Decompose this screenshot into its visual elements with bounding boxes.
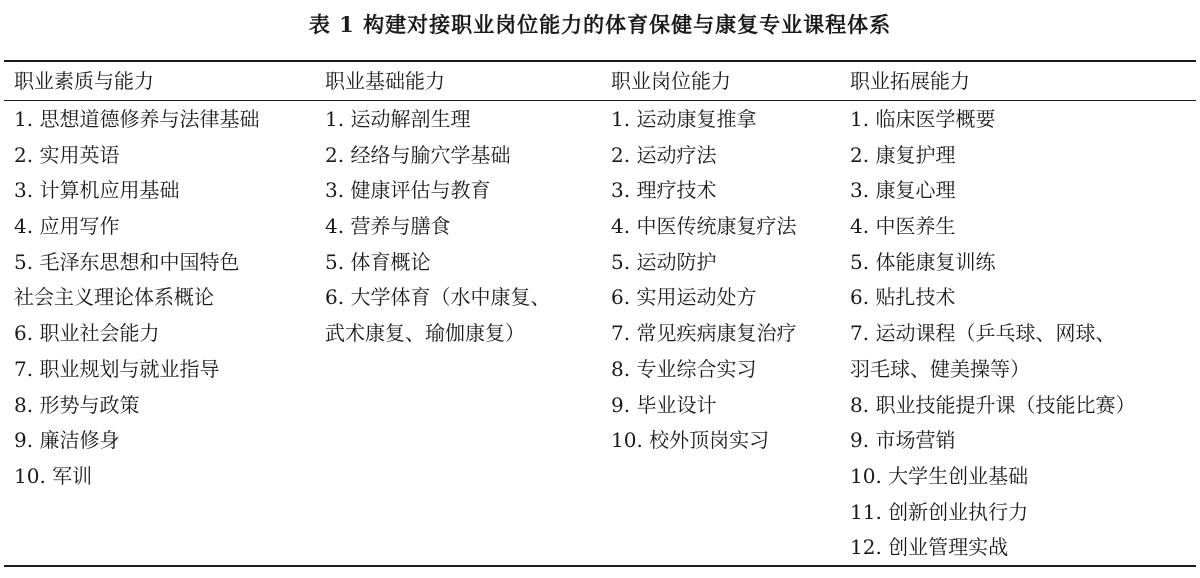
course-item: 11. 创新创业执行力 xyxy=(850,499,1029,524)
course-item: 3. 健康评估与教育 xyxy=(325,178,491,203)
course-item: 5. 体育概论 xyxy=(325,249,431,274)
course-item: 3. 康复心理 xyxy=(850,178,956,203)
course-item: 4. 应用写作 xyxy=(14,214,120,239)
course-item: 7. 常见疾病康复治疗 xyxy=(611,321,797,346)
column-professional-position xyxy=(611,62,841,459)
course-item: 5. 毛泽东思想和中国特色 xyxy=(14,249,240,274)
course-item: 3. 计算机应用基础 xyxy=(14,178,180,203)
course-item: 10. 校外顶岗实习 xyxy=(611,428,770,453)
course-item: 2. 康复护理 xyxy=(850,142,956,167)
course-item: 12. 创业管理实战 xyxy=(850,535,1009,560)
course-item: 6. 贴扎技术 xyxy=(850,285,956,310)
course-item: 10. 军训 xyxy=(14,463,93,488)
course-item: 8. 职业技能提升课（技能比赛） xyxy=(850,392,1136,417)
course-item: 7. 职业规划与就业指导 xyxy=(14,356,220,381)
column-header: 职业岗位能力 xyxy=(611,69,731,93)
table-title: 表 1 构建对接职业岗位能力的体育保健与康复专业课程体系 xyxy=(308,12,892,37)
course-item: 10. 大学生创业基础 xyxy=(850,463,1029,488)
course-item: 1. 运动解剖生理 xyxy=(325,107,471,131)
course-item: 武术康复、瑜伽康复） xyxy=(325,321,525,346)
column-header: 职业拓展能力 xyxy=(850,69,970,93)
course-item: 4. 中医养生 xyxy=(850,214,956,239)
course-item: 6. 职业社会能力 xyxy=(14,321,160,346)
column-professional-foundation xyxy=(325,62,600,352)
column-header: 职业素质与能力 xyxy=(14,69,154,93)
course-item: 2. 实用英语 xyxy=(14,142,120,167)
course-item: 8. 专业综合实习 xyxy=(611,356,757,381)
course-list xyxy=(14,100,314,495)
course-item: 5. 体能康复训练 xyxy=(850,249,996,274)
course-item: 2. 运动疗法 xyxy=(611,142,717,167)
column-professional-quality xyxy=(14,62,314,495)
course-item: 6. 实用运动处方 xyxy=(611,285,757,310)
course-item: 9. 市场营销 xyxy=(850,428,956,453)
course-item: 3. 理疗技术 xyxy=(611,178,717,203)
course-item: 1. 临床医学概要 xyxy=(850,107,996,131)
course-item: 羽毛球、健美操等） xyxy=(850,356,1030,381)
course-item: 1. 运动康复推拿 xyxy=(611,107,757,131)
course-item: 6. 大学体育（水中康复、 xyxy=(325,285,551,310)
course-item: 4. 中医传统康复疗法 xyxy=(611,214,797,239)
course-item: 5. 运动防护 xyxy=(611,249,717,274)
course-item: 社会主义理论体系概论 xyxy=(14,285,214,310)
course-item: 1. 思想道德修养与法律基础 xyxy=(14,107,260,131)
column-professional-expansion xyxy=(850,62,1195,566)
course-item: 8. 形势与政策 xyxy=(14,392,140,417)
course-item: 9. 毕业设计 xyxy=(611,392,717,417)
course-item: 9. 廉洁修身 xyxy=(14,428,120,453)
course-item: 7. 运动课程（乒乓球、网球、 xyxy=(850,321,1116,346)
course-list xyxy=(325,100,600,352)
column-header: 职业基础能力 xyxy=(325,69,445,93)
course-item: 2. 经络与腧穴学基础 xyxy=(325,142,511,167)
course-list xyxy=(850,100,1195,566)
course-item: 4. 营养与膳食 xyxy=(325,214,451,239)
course-list xyxy=(611,100,841,459)
